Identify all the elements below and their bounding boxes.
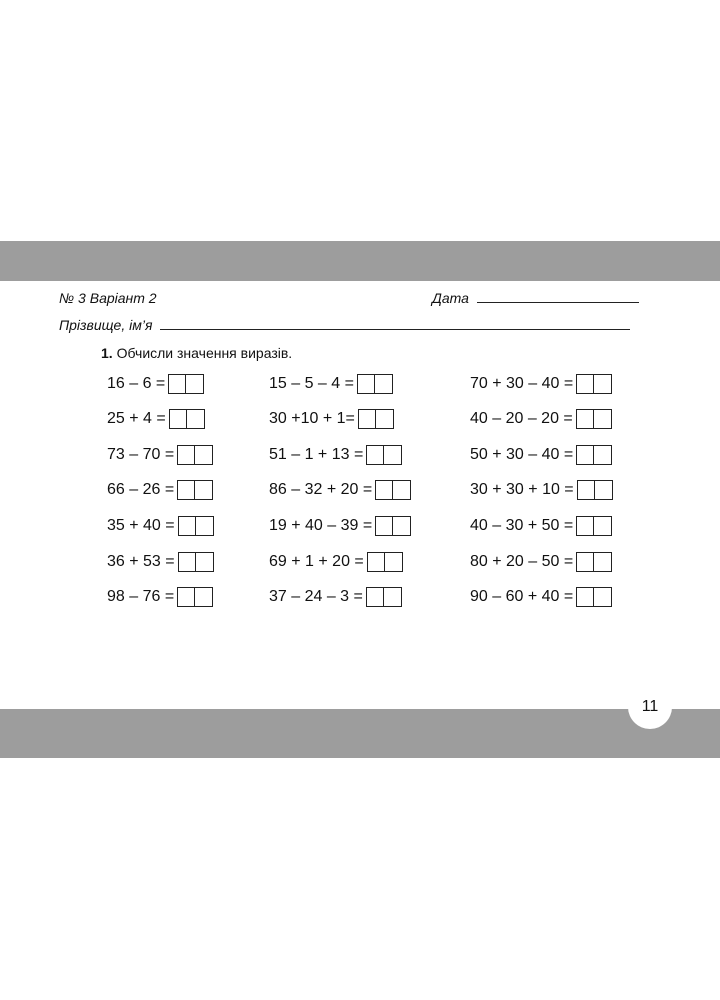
answer-digit-cell[interactable] bbox=[187, 409, 205, 429]
answer-digit-cell[interactable] bbox=[375, 374, 393, 394]
exercise-expression: 37 – 24 – 3 = bbox=[269, 588, 363, 605]
footer-band bbox=[0, 709, 720, 758]
exercise-item bbox=[269, 445, 402, 465]
answer-box[interactable] bbox=[576, 409, 612, 429]
answer-box[interactable] bbox=[366, 445, 402, 465]
answer-digit-cell[interactable] bbox=[595, 480, 613, 500]
answer-digit-cell[interactable] bbox=[385, 552, 403, 572]
exercise-expression: 90 – 60 + 40 = bbox=[470, 588, 574, 605]
answer-digit-cell[interactable] bbox=[366, 445, 384, 465]
exercise-item bbox=[269, 516, 411, 536]
date-line bbox=[477, 290, 639, 303]
name-line bbox=[160, 317, 630, 330]
answer-box[interactable] bbox=[177, 445, 213, 465]
answer-digit-cell[interactable] bbox=[358, 409, 376, 429]
answer-digit-cell[interactable] bbox=[178, 552, 196, 572]
answer-digit-cell[interactable] bbox=[576, 445, 594, 465]
exercise-expression: 50 + 30 – 40 = bbox=[470, 446, 574, 463]
date-field bbox=[432, 290, 639, 306]
answer-digit-cell[interactable] bbox=[196, 552, 214, 572]
answer-box[interactable] bbox=[576, 516, 612, 536]
answer-digit-cell[interactable] bbox=[195, 445, 213, 465]
exercise-expression: 70 + 30 – 40 = bbox=[470, 375, 574, 392]
answer-box[interactable] bbox=[357, 374, 393, 394]
exercise-item bbox=[107, 409, 205, 429]
answer-box[interactable] bbox=[367, 552, 403, 572]
worksheet-title: № 3 Варіант 2 bbox=[59, 290, 157, 306]
exercise-expression: 16 – 6 = bbox=[107, 375, 166, 392]
exercise-item bbox=[107, 516, 214, 536]
name-label: Прізвище, ім’я bbox=[59, 317, 153, 333]
answer-box[interactable] bbox=[576, 374, 612, 394]
exercise-item bbox=[470, 480, 613, 500]
answer-digit-cell[interactable] bbox=[576, 587, 594, 607]
answer-box[interactable] bbox=[177, 480, 213, 500]
exercise-expression: 15 – 5 – 4 = bbox=[269, 375, 354, 392]
task-number: 1. bbox=[101, 345, 113, 361]
answer-digit-cell[interactable] bbox=[177, 480, 195, 500]
answer-digit-cell[interactable] bbox=[195, 587, 213, 607]
answer-digit-cell[interactable] bbox=[177, 587, 195, 607]
task-instruction bbox=[101, 345, 292, 361]
exercise-item bbox=[107, 480, 213, 500]
exercise-expression: 66 – 26 = bbox=[107, 481, 175, 498]
exercise-item bbox=[470, 552, 612, 572]
exercise-expression: 30 +10 + 1= bbox=[269, 410, 355, 427]
page-number: 11 bbox=[641, 698, 659, 715]
answer-digit-cell[interactable] bbox=[594, 445, 612, 465]
exercise-expression: 35 + 40 = bbox=[107, 517, 175, 534]
exercise-expression: 86 – 32 + 20 = bbox=[269, 481, 373, 498]
answer-digit-cell[interactable] bbox=[375, 480, 393, 500]
answer-digit-cell[interactable] bbox=[576, 409, 594, 429]
answer-digit-cell[interactable] bbox=[366, 587, 384, 607]
exercise-item bbox=[107, 374, 204, 394]
answer-digit-cell[interactable] bbox=[186, 374, 204, 394]
answer-digit-cell[interactable] bbox=[196, 516, 214, 536]
answer-box[interactable] bbox=[177, 587, 213, 607]
answer-digit-cell[interactable] bbox=[393, 516, 411, 536]
exercise-expression: 36 + 53 = bbox=[107, 553, 175, 570]
answer-digit-cell[interactable] bbox=[384, 445, 402, 465]
exercise-item bbox=[269, 552, 403, 572]
exercise-expression: 25 + 4 = bbox=[107, 410, 166, 427]
exercise-expression: 40 – 30 + 50 = bbox=[470, 517, 574, 534]
answer-digit-cell[interactable] bbox=[594, 552, 612, 572]
answer-digit-cell[interactable] bbox=[177, 445, 195, 465]
exercise-item bbox=[269, 480, 411, 500]
answer-digit-cell[interactable] bbox=[178, 516, 196, 536]
answer-digit-cell[interactable] bbox=[577, 480, 595, 500]
answer-digit-cell[interactable] bbox=[576, 374, 594, 394]
exercise-expression: 19 + 40 – 39 = bbox=[269, 517, 373, 534]
exercise-item bbox=[470, 374, 612, 394]
exercise-item bbox=[269, 587, 402, 607]
answer-box[interactable] bbox=[178, 516, 214, 536]
exercise-item bbox=[269, 409, 394, 429]
page-number-badge bbox=[628, 685, 672, 729]
exercise-expression: 98 – 76 = bbox=[107, 588, 175, 605]
answer-digit-cell[interactable] bbox=[384, 587, 402, 607]
answer-digit-cell[interactable] bbox=[576, 552, 594, 572]
name-field bbox=[59, 317, 630, 333]
answer-digit-cell[interactable] bbox=[576, 516, 594, 536]
answer-box[interactable] bbox=[168, 374, 204, 394]
exercise-item bbox=[470, 409, 612, 429]
exercise-expression: 30 + 30 + 10 = bbox=[470, 481, 574, 498]
answer-digit-cell[interactable] bbox=[594, 409, 612, 429]
answer-digit-cell[interactable] bbox=[594, 374, 612, 394]
exercise-item bbox=[107, 445, 213, 465]
exercise-expression: 80 + 20 – 50 = bbox=[470, 553, 574, 570]
answer-digit-cell[interactable] bbox=[376, 409, 394, 429]
exercise-item bbox=[470, 516, 612, 536]
exercise-expression: 40 – 20 – 20 = bbox=[470, 410, 573, 427]
answer-box[interactable] bbox=[576, 445, 612, 465]
task-text: Обчисли значення виразів. bbox=[116, 345, 293, 361]
answer-box[interactable] bbox=[577, 480, 613, 500]
answer-box[interactable] bbox=[178, 552, 214, 572]
header-band bbox=[0, 241, 720, 281]
exercise-item bbox=[470, 445, 612, 465]
answer-digit-cell[interactable] bbox=[169, 409, 187, 429]
answer-box[interactable] bbox=[576, 587, 612, 607]
answer-digit-cell[interactable] bbox=[393, 480, 411, 500]
answer-digit-cell[interactable] bbox=[367, 552, 385, 572]
exercise-expression: 69 + 1 + 20 = bbox=[269, 553, 364, 570]
answer-digit-cell[interactable] bbox=[594, 516, 612, 536]
answer-digit-cell[interactable] bbox=[594, 587, 612, 607]
answer-box[interactable] bbox=[375, 516, 411, 536]
answer-box[interactable] bbox=[366, 587, 402, 607]
exercise-item bbox=[107, 587, 213, 607]
answer-digit-cell[interactable] bbox=[195, 480, 213, 500]
answer-box[interactable] bbox=[358, 409, 394, 429]
answer-digit-cell[interactable] bbox=[357, 374, 375, 394]
answer-digit-cell[interactable] bbox=[168, 374, 186, 394]
exercise-expression: 73 – 70 = bbox=[107, 446, 175, 463]
exercise-item bbox=[107, 552, 214, 572]
answer-box[interactable] bbox=[375, 480, 411, 500]
answer-box[interactable] bbox=[169, 409, 205, 429]
exercise-item bbox=[470, 587, 612, 607]
exercise-item bbox=[269, 374, 393, 394]
date-label: Дата bbox=[432, 290, 469, 306]
exercise-expression: 51 – 1 + 13 = bbox=[269, 446, 364, 463]
answer-box[interactable] bbox=[576, 552, 612, 572]
answer-digit-cell[interactable] bbox=[375, 516, 393, 536]
